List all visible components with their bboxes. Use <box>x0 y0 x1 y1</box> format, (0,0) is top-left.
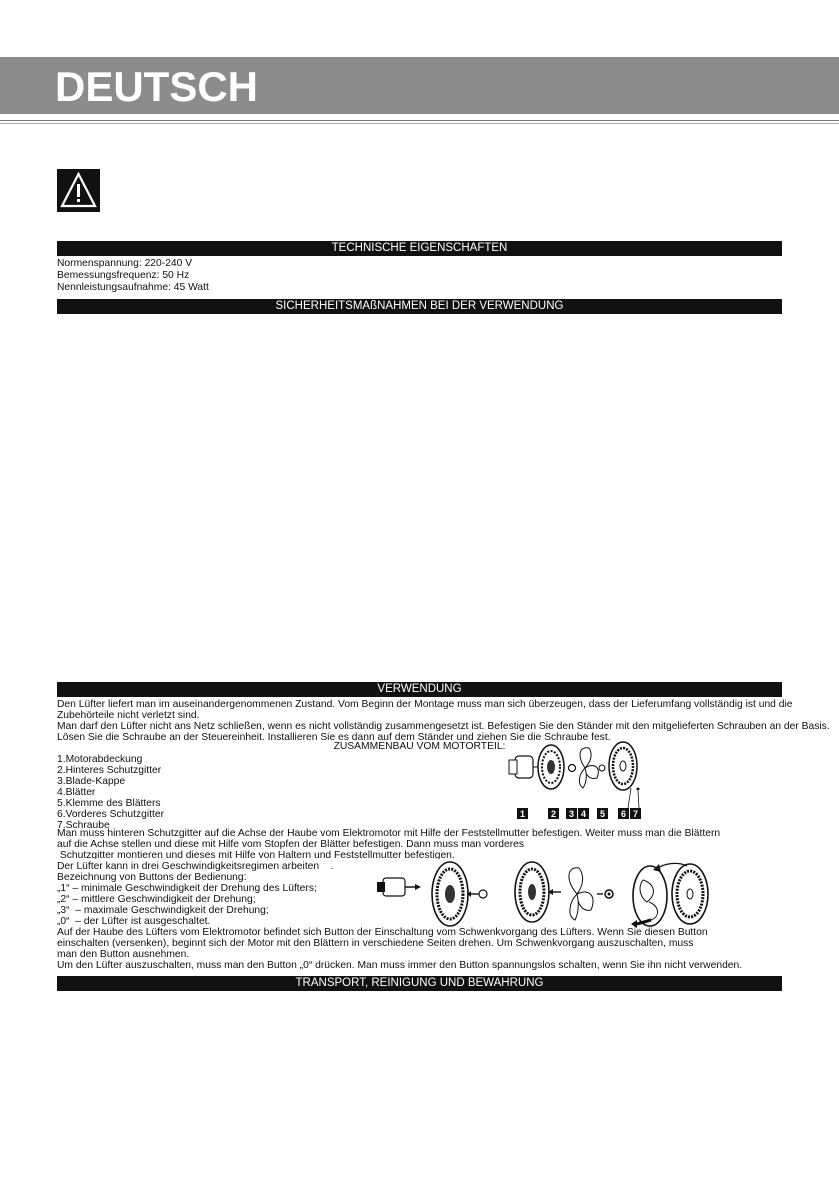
tech-line-frequency: Bemessungsfrequenz: 50 Hz <box>57 270 190 281</box>
usage-line: Zubehörteile nicht verletzt sind. <box>57 710 200 721</box>
section-usage-header: VERWENDUNG <box>57 682 782 697</box>
assembly-title: ZUSAMMENBAU VOM MOTORTEIL: <box>333 741 506 752</box>
usage-line: Man darf den Lüfter nicht ans Netz schließen, wenn es nicht vollständig zusammengesetzt ist. Befestigen Sie den Ständer mit den mitgelieferten Schrauben an der Basis. <box>57 721 830 732</box>
assembly-line: Um den Lüfter auszuschalten, muss man den Button „0“ drücken. Man muss immer den Button spannungslos schalten, wenn Sie ihn nicht verwenden. <box>57 960 743 971</box>
part-item: 2.Hinteres Schutzgitter <box>57 765 162 776</box>
part-item: 4.Blätter <box>57 787 96 798</box>
assembly-line: Man muss hinteren Schutzgitter auf die Achse der Haube vom Elektromotor mit Hilfe der Feststellmutter befestigen. Weiter muss man die Blättern <box>57 828 721 839</box>
section-safety-header: SICHERHEITSMAßNAHMEN BEI DER VERWENDUNG <box>57 299 782 314</box>
front-grille-drawing <box>609 742 637 790</box>
assembly-steps-diagram <box>375 858 720 936</box>
part-number-badge-label: 6 <box>620 809 627 819</box>
header-banner <box>0 57 839 114</box>
section-transport-header: TRANSPORT, REINIGUNG UND BEWAHRUNG <box>57 976 782 991</box>
part-item: 6.Vorderes Schutzgitter <box>57 809 165 820</box>
usage-line: Den Lüfter liefert man im auseinandergenommenen Zustand. Vom Beginn der Montage muss man sich überzeugen, dass der Lieferumfang vollständig ist und die <box>57 699 793 710</box>
assembly-line: einschalten (versenken), beginnt sich der Motor mit den Blättern in verschiedene Seiten drehen. Um Schwenkvorgang auszuschalten, muss <box>57 938 694 949</box>
part-item: 5.Klemme des Blätters <box>57 798 161 809</box>
blades-drawing <box>579 748 598 788</box>
motor-cover-drawing <box>509 756 539 778</box>
part-number-badge-label: 2 <box>550 809 557 819</box>
step-blades <box>515 862 613 922</box>
speed-item: „1“ – minimale Geschwindigkeit der Drehung des Lüfters; <box>57 883 317 894</box>
part-number-badge-label: 1 <box>519 809 526 819</box>
section-tech-header: TECHNISCHE EIGENSCHAFTEN <box>57 241 782 256</box>
header-rule <box>0 120 839 121</box>
tech-line-power: Nennleistungsaufnahme: 45 Watt <box>57 282 209 293</box>
speed-item: „3“ – maximale Geschwindigkeit der Drehung; <box>57 905 269 916</box>
part-number-badge-label: 7 <box>632 809 639 819</box>
assembly-line: Bezeichnung von Buttons der Bedienung: <box>57 872 247 883</box>
page-title: DEUTSCH <box>55 63 259 110</box>
assembly-line: Schutzgitter montieren und dieses mit Hilfe von Haltern und Feststellmutter befestigen. <box>57 850 455 859</box>
speed-item: „2“ – mittlere Geschwindigkeit der Drehung; <box>57 894 256 905</box>
part-number-badge-label: 4 <box>580 809 587 819</box>
rear-grille-drawing <box>538 745 564 789</box>
part-item: 7.Schraube <box>57 820 110 831</box>
part-item: 1.Motorabdeckung <box>57 754 143 765</box>
tech-line-voltage: Normenspannung: 220-240 V <box>57 258 193 269</box>
assembly-line: Auf der Haube des Lüfters vom Elektromotor befindet sich Button der Einschaltung vom Schwenkvorgang des Lüfters. Wenn Sie diesen Button <box>57 927 708 938</box>
part-number-badge-label: 3 <box>568 809 575 819</box>
assembly-line: Der Lüfter kann in drei Geschwindigkeitsregimen arbeiten . <box>57 861 334 872</box>
exploded-parts-diagram <box>505 734 655 824</box>
blade-cap-drawing <box>569 765 576 772</box>
assembly-line: man den Button ausnehmen. <box>57 949 190 960</box>
blade-clamp-drawing <box>599 765 605 771</box>
speed-item: „0“ – der Lüfter ist ausgeschaltet. <box>57 916 211 927</box>
usage-line: Lösen Sie die Schraube an der Steuereinheit. Installieren Sie es dann auf dem Ständer und ziehen Sie die Schraube fest. <box>57 732 611 741</box>
warning-triangle-icon <box>57 169 100 212</box>
step-motor-rear-grille <box>377 862 487 926</box>
header-rule-thin <box>0 123 839 124</box>
assembly-line: auf die Achse stellen und diese mit Hilfe vom Stopfen der Blätter befestigen. Dann muss man vorderes <box>57 839 525 850</box>
part-item: 3.Blade-Kappe <box>57 776 126 787</box>
part-number-badge-label: 5 <box>599 809 606 819</box>
step-front-grille <box>631 863 708 928</box>
